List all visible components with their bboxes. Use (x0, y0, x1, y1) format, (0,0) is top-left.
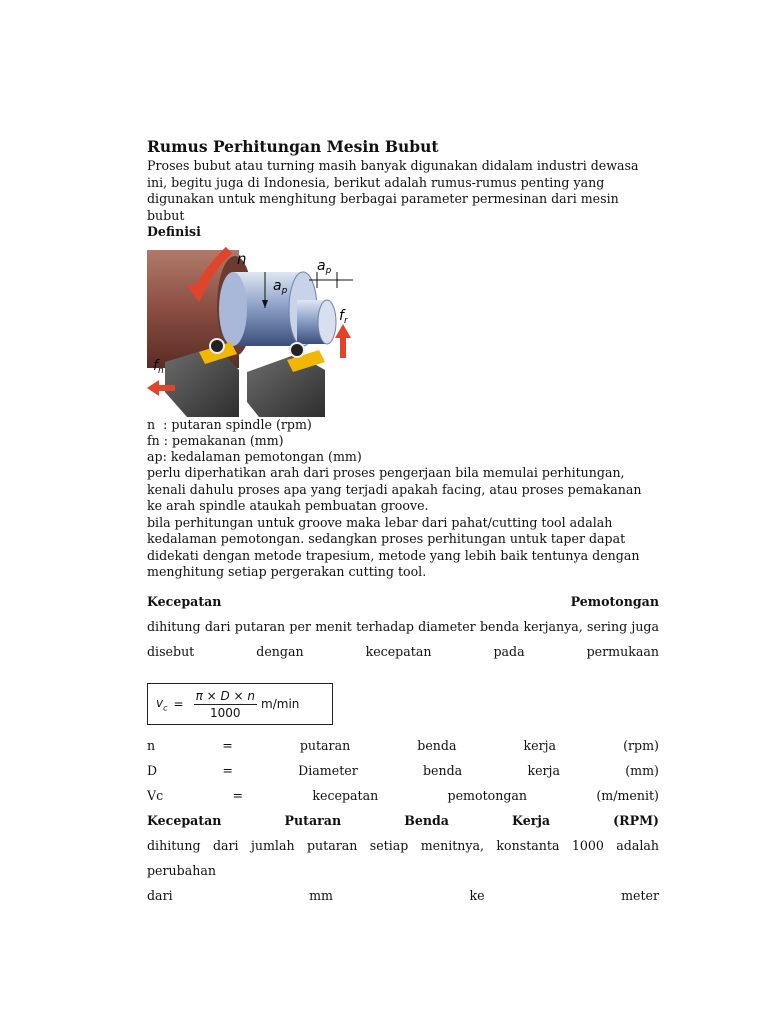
var-cell: = (222, 738, 233, 753)
var-cell: Vc (147, 788, 164, 803)
word: permukaan (586, 644, 659, 659)
word: kecepatan (365, 644, 432, 659)
var-cell: Diameter (298, 763, 358, 778)
document-body (147, 138, 659, 581)
word: pada (493, 644, 525, 659)
section-cutting-speed (147, 589, 659, 664)
formula-numerator: π × D × n (195, 688, 256, 703)
formula-denominator: 1000 (210, 705, 241, 720)
variable-definitions (147, 733, 659, 908)
legend-fn: fn : pemakanan (mm) (147, 433, 284, 448)
note-paragraph-2: bila perhitungan untuk groove maka lebar dari pahat/cutting tool adalah kedalaman pemotongan. sedangkan proses perhitungan untuk taper dapat didekati dengan metode trapesium, metode yang lebih baik tentunya dengan menghitung setiap pergerakan cutting tool. (147, 514, 640, 579)
heading-word: Putaran (284, 813, 342, 828)
var-cell: kecepatan (312, 788, 379, 803)
label-fn: $f_n$ (153, 358, 164, 376)
var-row-d (147, 758, 659, 783)
var-cell: n (147, 738, 156, 753)
var-cell: = (232, 788, 244, 803)
var-cell: putaran (299, 738, 351, 753)
turning-diagram (147, 242, 359, 417)
heading-word: Kecepatan (147, 594, 222, 609)
word: disebut (147, 644, 195, 659)
section2-line1: dihitung dari jumlah putaran setiap menitnya, konstanta 1000 adalah perubahan (147, 838, 659, 878)
label-ap-1: $a_p$ (273, 278, 288, 296)
section1-line1: dihitung dari putaran per menit terhadap diameter benda kerjanya, sering juga (147, 619, 659, 634)
var-cell: (mm) (625, 763, 659, 778)
var-cell: kerja (527, 763, 560, 778)
formula-equals: = (173, 697, 184, 711)
var-cell: benda (422, 763, 463, 778)
note-paragraph-1: perlu diperhatikan arah dari proses pengerjaan bila memulai perhitungan, kenali dahulu proses apa yang terjadi apakah facing, atau proses pemakanan ke arah spindle ataukah pembuatan groove. (147, 465, 642, 513)
label-fr: $f_r$ (339, 308, 348, 326)
word: dari (147, 888, 173, 903)
cutting-speed-formula (147, 683, 333, 725)
intro-paragraph: Proses bubut atau turning masih banyak digunakan didalam industri dewasa ini, begitu juga di Indonesia, berikut adalah rumus-rumus penting yang digunakan untuk menghitung berbagai parameter permesinan dari mesin bubut (147, 158, 639, 223)
word: mm (309, 888, 333, 903)
formula-unit: m/min (261, 697, 300, 711)
definition-heading: Definisi (147, 224, 201, 239)
word: meter (621, 888, 659, 903)
section2-heading (147, 808, 659, 833)
label-ap-2: $a_p$ (317, 258, 332, 276)
section1-line2 (147, 639, 659, 664)
var-cell: kerja (523, 738, 557, 753)
legend-n: n : putaran spindle (rpm) (147, 417, 312, 432)
heading-word: Pemotongan (570, 594, 659, 609)
section1-heading (147, 589, 659, 614)
var-cell: D (147, 763, 158, 778)
var-cell: = (222, 763, 233, 778)
word: dengan (256, 644, 304, 659)
var-row-n (147, 733, 659, 758)
word: ke (469, 888, 485, 903)
var-cell: (rpm) (623, 738, 659, 753)
formula-fraction (194, 689, 257, 720)
formula-lhs: $v_c$ (156, 695, 168, 713)
var-cell: benda (417, 738, 457, 753)
page-title: Rumus Perhitungan Mesin Bubut (147, 137, 439, 156)
heading-word: Benda (404, 813, 449, 828)
var-cell: pemotongan (447, 788, 528, 803)
section2-line2 (147, 883, 659, 908)
var-row-vc (147, 783, 659, 808)
heading-word: (RPM) (613, 813, 659, 828)
heading-word: Kerja (512, 813, 551, 828)
legend-ap: ap: kedalaman pemotongan (mm) (147, 449, 362, 464)
label-n: n (237, 250, 247, 268)
heading-word: Kecepatan (147, 813, 222, 828)
var-cell: (m/menit) (596, 788, 659, 803)
